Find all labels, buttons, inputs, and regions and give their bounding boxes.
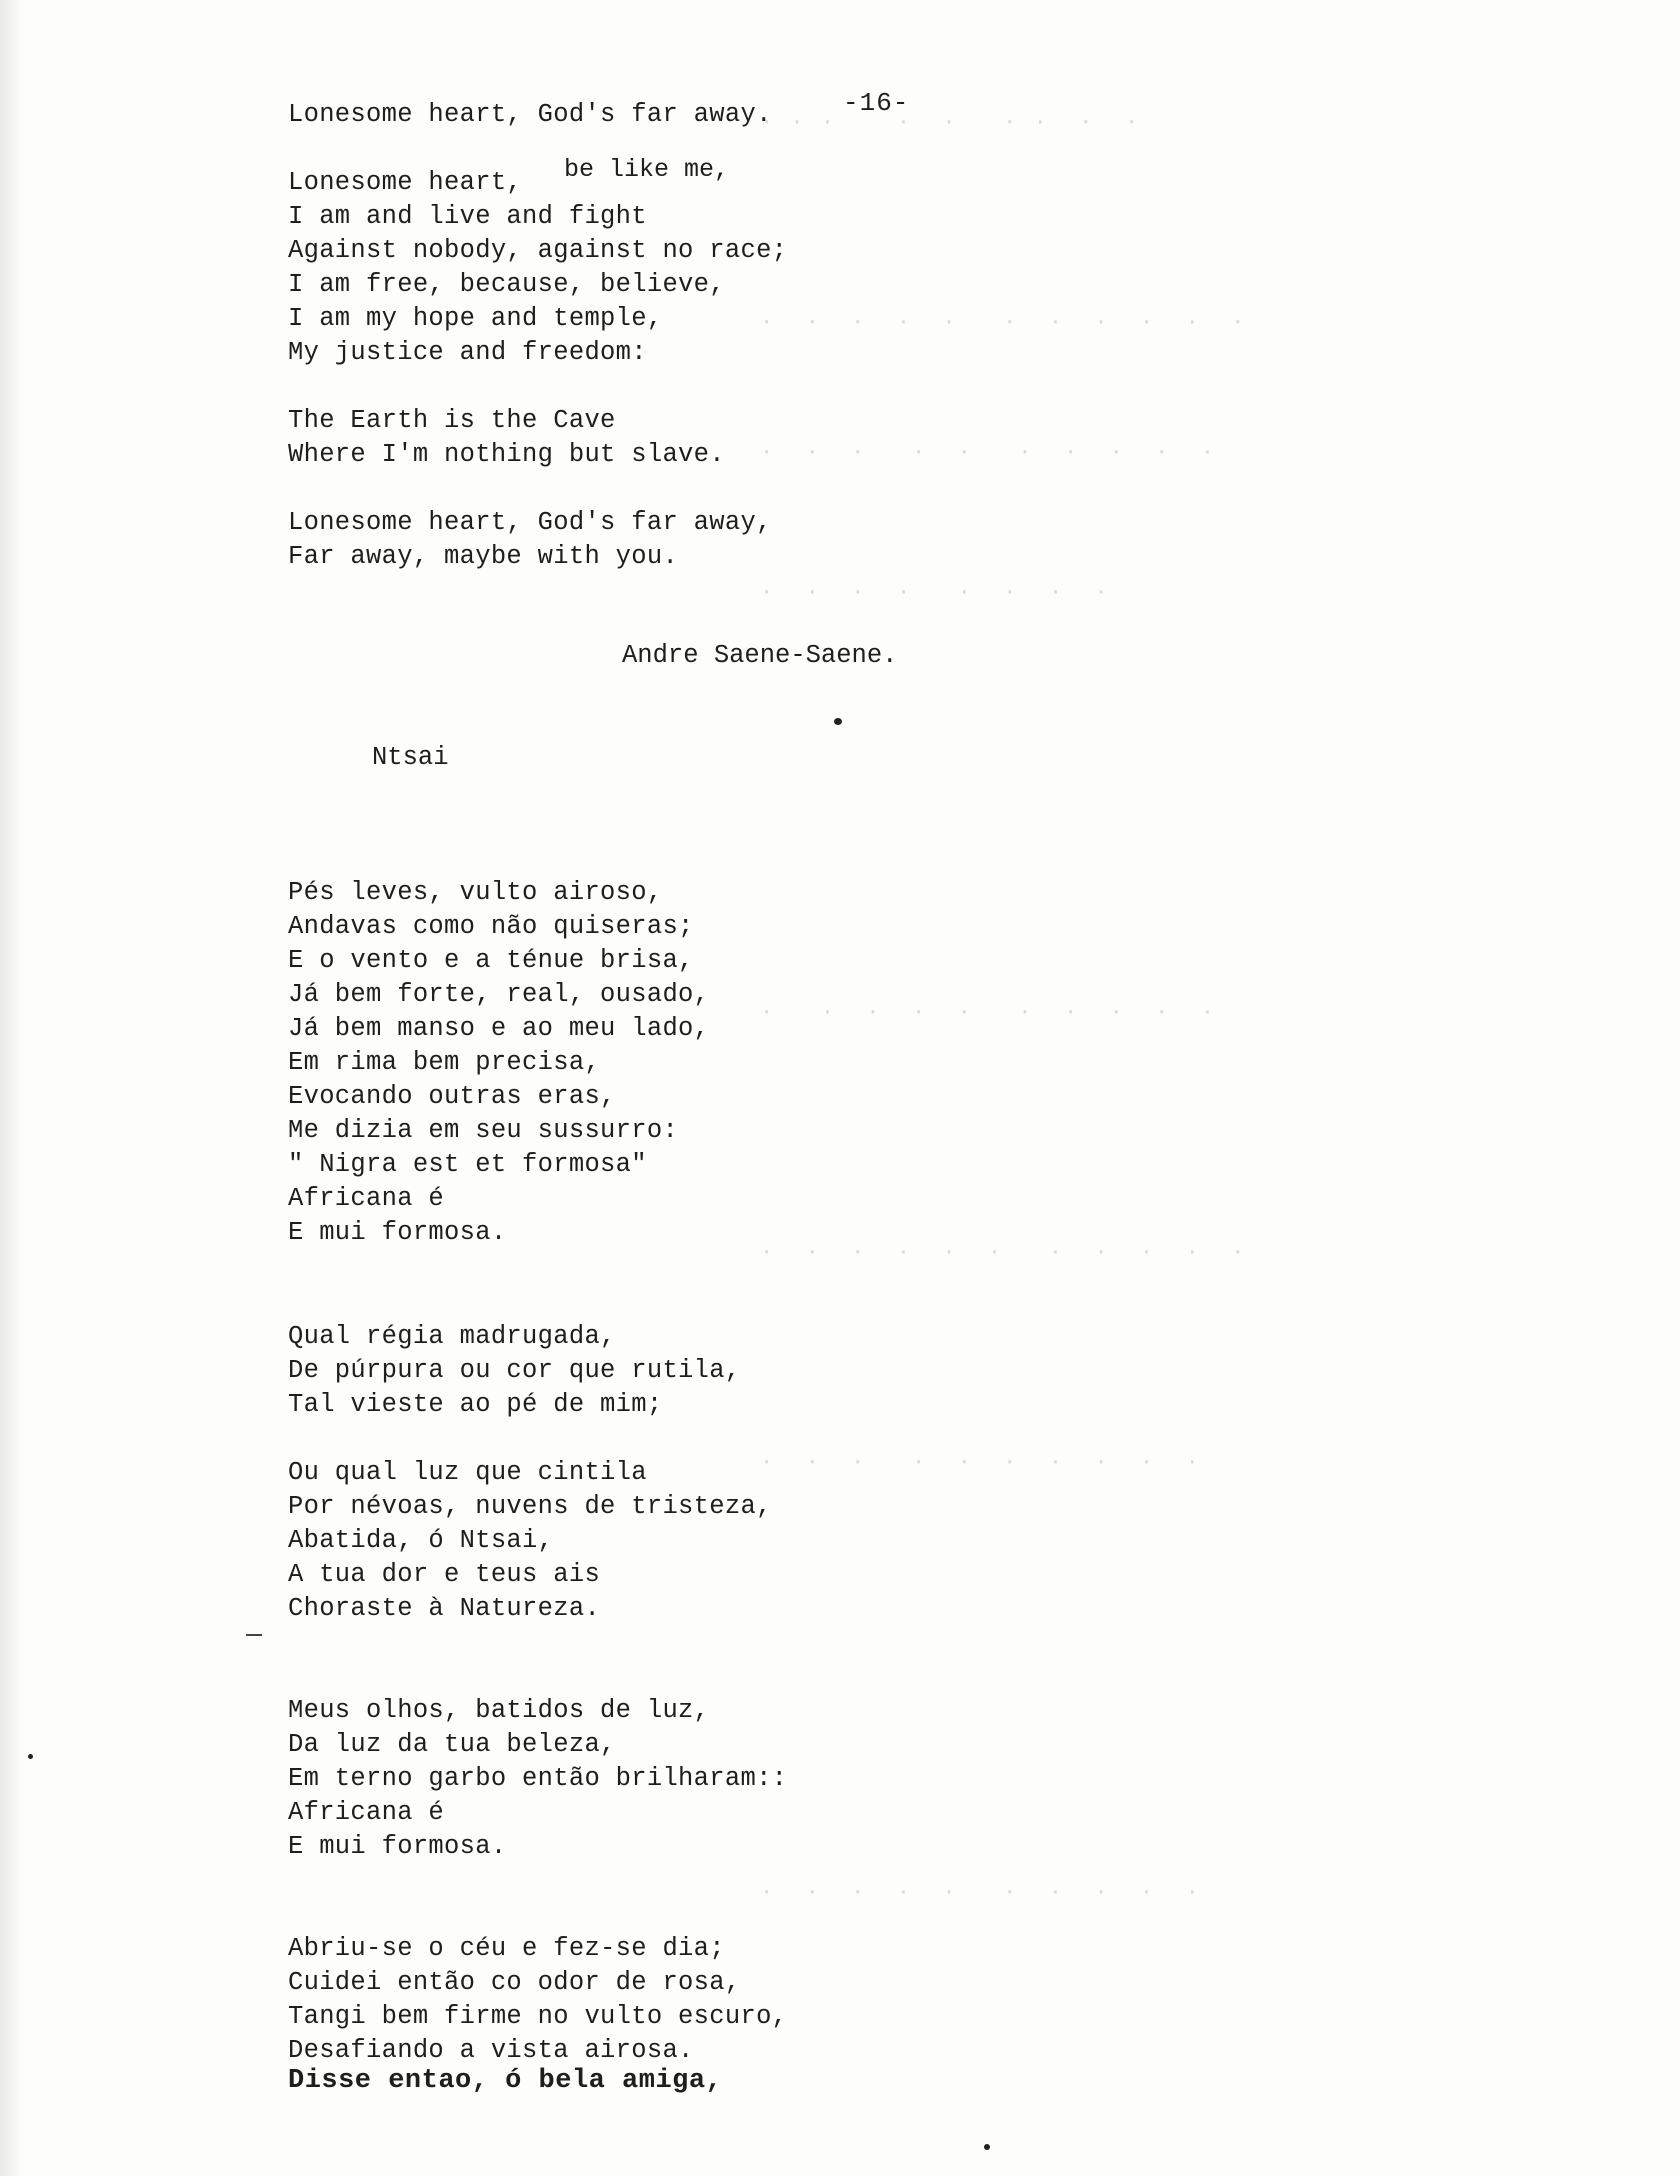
- ink-speck: [984, 2144, 990, 2150]
- poem-line: Pés leves, vulto airoso,: [288, 878, 663, 907]
- poem-line: Por névoas, nuvens de tristeza,: [288, 1492, 772, 1521]
- poem-line: Cuidei então co odor de rosa,: [288, 1968, 741, 1997]
- poem-line: Against nobody, against no race;: [288, 236, 788, 265]
- poem-line: Já bem manso e ao meu lado,: [288, 1014, 710, 1043]
- poem-line: Where I'm nothing but slave.: [288, 440, 725, 469]
- poem-line: E mui formosa.: [288, 1218, 507, 1247]
- poem-line: Tangi bem firme no vulto escuro,: [288, 2002, 788, 2031]
- poem-line: De púrpura ou cor que rutila,: [288, 1356, 741, 1385]
- stray-mark: [246, 1634, 262, 1636]
- poem-line: Lonesome heart, God's far away,: [288, 508, 772, 537]
- poem-line: Em rima bem precisa,: [288, 1048, 601, 1077]
- bleed-through: · · · · · · · · · ·: [760, 1000, 1217, 1025]
- bleed-through: · · · · · · · · · ·: [760, 1880, 1201, 1905]
- poem-line: " Nigra est et formosa": [288, 1150, 647, 1179]
- page-number: -16-: [843, 88, 910, 118]
- poem-line: Abriu-se o céu e fez-se dia;: [288, 1934, 725, 1963]
- poem-line: Africana é: [288, 1184, 445, 1213]
- poem-line: Far away, maybe with you.: [288, 542, 679, 571]
- poem-author: Andre Saene-Saene.: [622, 641, 898, 670]
- poem-line: The Earth is the Cave: [288, 406, 616, 435]
- handwritten-insertion: be like me,: [564, 155, 730, 184]
- poem-line: Lonesome heart,: [288, 168, 523, 197]
- bleed-through: · · · · · · · · · ·: [760, 1450, 1201, 1475]
- bleed-through: · · · · · · · · · · ·: [760, 310, 1247, 335]
- bleed-through: · · · · · · · ·: [760, 580, 1110, 605]
- bleed-through: · · · · · · · · ·: [760, 110, 1141, 135]
- poem-line: Abatida, ó Ntsai,: [288, 1526, 554, 1555]
- poem-line: E mui formosa.: [288, 1832, 507, 1861]
- poem-line: Evocando outras eras,: [288, 1082, 616, 1111]
- ink-speck: [834, 718, 842, 725]
- poem-line: Em terno garbo então brilharam::: [288, 1764, 788, 1793]
- poem-line: Andavas como não quiseras;: [288, 912, 694, 941]
- poem-line: Meus olhos, batidos de luz,: [288, 1696, 710, 1725]
- poem-line: Disse entao, ó bela amiga,: [288, 2066, 723, 2096]
- poem-line: Me dizia em seu sussurro:: [288, 1116, 679, 1145]
- poem-line: My justice and freedom:: [288, 338, 647, 367]
- poem-line: Da luz da tua beleza,: [288, 1730, 616, 1759]
- poem-line: A tua dor e teus ais: [288, 1560, 601, 1589]
- poem-line: I am and live and fight: [288, 202, 647, 231]
- ink-speck: [28, 1754, 33, 1759]
- poem-title: Ntsai: [372, 743, 449, 772]
- poem-line: Qual régia madrugada,: [288, 1322, 616, 1351]
- poem-line: Tal vieste ao pé de mim;: [288, 1390, 663, 1419]
- poem-line: Desafiando a vista airosa.: [288, 2036, 694, 2065]
- poem-line: I am my hope and temple,: [288, 304, 663, 333]
- poem-line: Lonesome heart, God's far away.: [288, 100, 772, 129]
- bleed-through: · · · · · · · · · · ·: [760, 1240, 1247, 1265]
- bleed-through: · · · · · · · · · ·: [760, 440, 1217, 465]
- poem-line: E o vento e a ténue brisa,: [288, 946, 694, 975]
- poem-line: Choraste à Natureza.: [288, 1594, 601, 1623]
- scan-edge-shadow: [0, 0, 22, 2176]
- poem-line: Africana é: [288, 1798, 445, 1827]
- poem-line: Já bem forte, real, ousado,: [288, 980, 710, 1009]
- poem-line: I am free, because, believe,: [288, 270, 725, 299]
- poem-line: Ou qual luz que cintila: [288, 1458, 647, 1487]
